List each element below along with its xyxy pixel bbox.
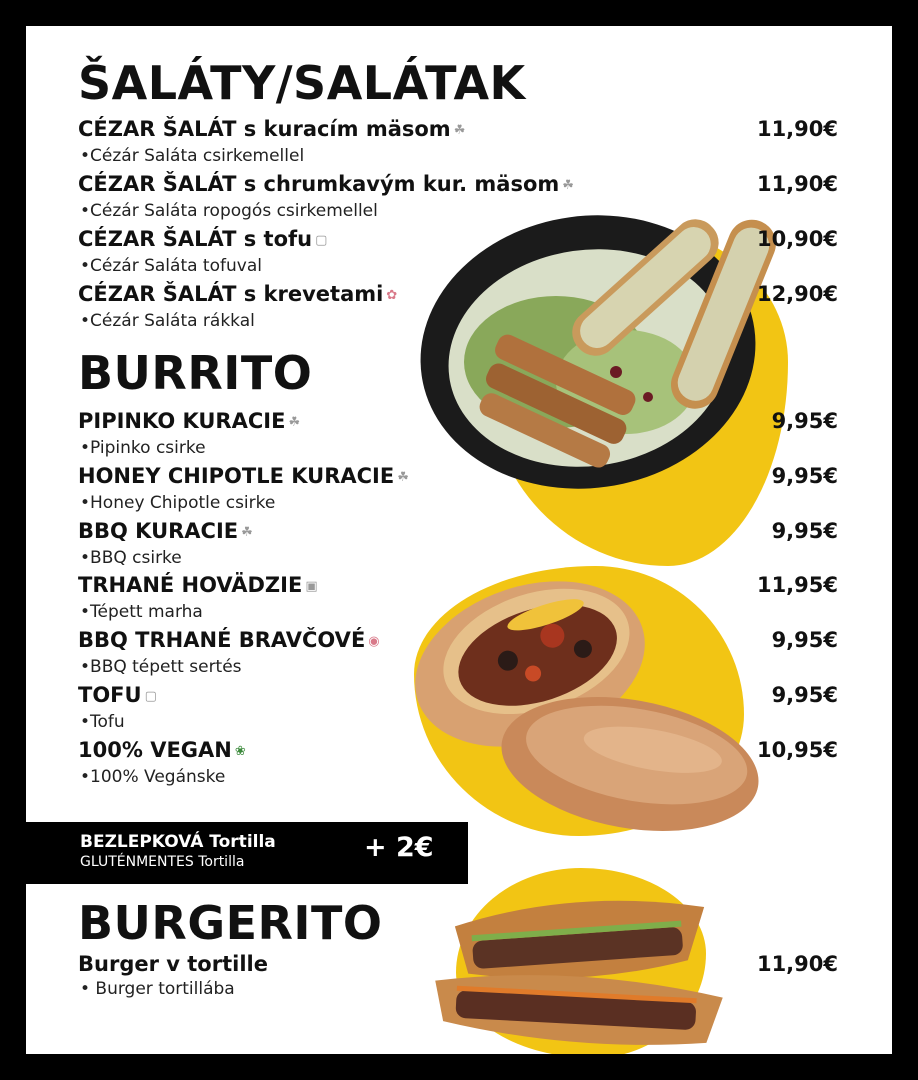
item-translation: •Tofu bbox=[80, 712, 125, 732]
item-price: 11,90€ bbox=[756, 172, 838, 196]
chicken-icon: ☘ bbox=[288, 415, 301, 430]
menu-item bbox=[78, 518, 838, 569]
item-price: 9,95€ bbox=[771, 464, 838, 488]
pig-icon: ◉ bbox=[368, 634, 380, 649]
item-translation: •BBQ tépett sertés bbox=[80, 657, 242, 677]
burgerito-title: BURGERITO bbox=[78, 896, 383, 950]
item-price: 9,95€ bbox=[771, 628, 838, 652]
item-translation: •Cézár Saláta rákkal bbox=[80, 311, 255, 331]
burrito-title: BURRITO bbox=[78, 346, 313, 400]
item-price: 10,90€ bbox=[756, 227, 838, 251]
cow-icon: ▣ bbox=[305, 579, 318, 594]
item-name: CÉZAR ŠALÁT s kuracím mäsom bbox=[78, 117, 451, 141]
item-translation: •Cézár Saláta tofuval bbox=[80, 256, 262, 276]
item-name: Burger v tortille bbox=[78, 952, 268, 976]
menu-item bbox=[78, 737, 838, 788]
gluten-free-banner bbox=[26, 822, 468, 884]
item-name: PIPINKO KURACIE bbox=[78, 409, 286, 433]
item-price: 9,95€ bbox=[771, 519, 838, 543]
chicken-icon: ☘ bbox=[397, 470, 409, 485]
item-price: 11,90€ bbox=[756, 117, 838, 141]
menu-item bbox=[78, 951, 838, 1000]
item-price: 11,90€ bbox=[756, 952, 838, 976]
menu-item bbox=[78, 463, 838, 514]
menu-item bbox=[78, 226, 838, 277]
item-translation: •Tépett marha bbox=[80, 602, 203, 622]
item-price: 10,95€ bbox=[756, 738, 838, 762]
item-name: BBQ TRHANÉ BRAVČOVÉ bbox=[78, 628, 366, 652]
menu-item bbox=[78, 281, 838, 332]
item-translation: •Cézár Saláta ropogós csirkemellel bbox=[80, 201, 378, 221]
item-name: HONEY CHIPOTLE KURACIE bbox=[78, 464, 395, 488]
chicken-icon: ☘ bbox=[562, 178, 574, 193]
menu-item bbox=[78, 408, 838, 459]
tofu-icon: ▢ bbox=[144, 689, 157, 704]
menu-item bbox=[78, 682, 838, 733]
item-translation: • Burger tortillába bbox=[80, 979, 235, 999]
tofu-icon: ▢ bbox=[315, 233, 328, 248]
vegan-icon: ❀ bbox=[234, 744, 246, 759]
item-translation: •Honey Chipotle csirke bbox=[80, 493, 276, 513]
salads-title: ŠALÁTY/SALÁTAK bbox=[78, 56, 526, 110]
item-translation: •100% Vegánske bbox=[80, 767, 226, 787]
item-price: 9,95€ bbox=[771, 683, 838, 707]
banner-surcharge: + 2€ bbox=[364, 832, 434, 863]
menu-panel bbox=[26, 26, 892, 1054]
menu-item bbox=[78, 171, 838, 222]
menu-item bbox=[78, 116, 838, 167]
item-name: BBQ KURACIE bbox=[78, 519, 239, 543]
banner-line-1: BEZLEPKOVÁ Tortilla bbox=[80, 832, 276, 852]
item-price: 9,95€ bbox=[771, 409, 838, 433]
item-name: CÉZAR ŠALÁT s chrumkavým kur. mäsom bbox=[78, 172, 560, 196]
item-translation: •BBQ csirke bbox=[80, 548, 182, 568]
menu-item bbox=[78, 627, 838, 678]
shrimp-icon: ✿ bbox=[386, 288, 398, 303]
item-name: TRHANÉ HOVÄDZIE bbox=[78, 573, 303, 597]
item-price: 12,90€ bbox=[756, 282, 838, 306]
chicken-icon: ☘ bbox=[453, 123, 466, 138]
item-name: CÉZAR ŠALÁT s tofu bbox=[78, 227, 313, 251]
chicken-icon: ☘ bbox=[241, 525, 253, 540]
item-price: 11,95€ bbox=[756, 573, 838, 597]
banner-line-2: GLUTÉNMENTES Tortilla bbox=[80, 854, 245, 870]
item-name: TOFU bbox=[78, 683, 142, 707]
menu-item bbox=[78, 572, 838, 623]
item-translation: •Cézár Saláta csirkemellel bbox=[80, 146, 305, 166]
item-name: CÉZAR ŠALÁT s krevetami bbox=[78, 282, 384, 306]
item-name: 100% VEGAN bbox=[78, 738, 232, 762]
item-translation: •Pipinko csirke bbox=[80, 438, 206, 458]
